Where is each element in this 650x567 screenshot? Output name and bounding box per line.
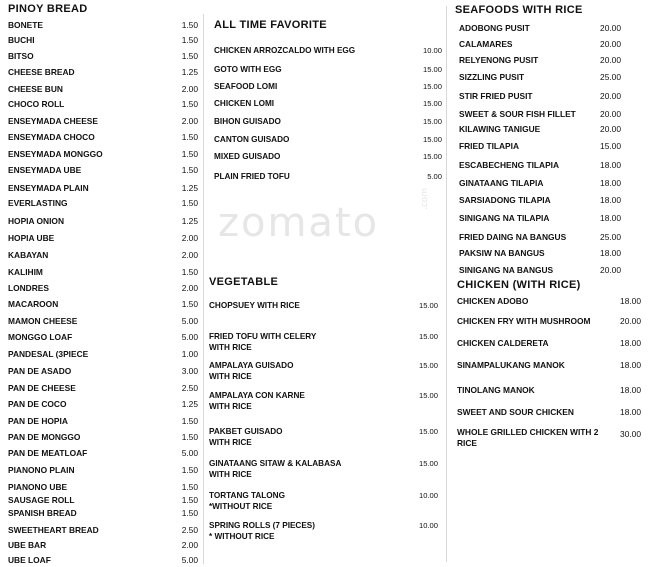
- menu-item-price: 1.50: [181, 465, 198, 475]
- menu-item-name: PAN DE CHEESE: [8, 383, 76, 393]
- menu-item-name: CHOPSUEY WITH RICE: [209, 301, 300, 310]
- menu-item-price: 1.25: [181, 67, 198, 77]
- menu-item-name: PAN DE HOPIA: [8, 416, 68, 426]
- menu-item-name: PAN DE MONGGO: [8, 432, 81, 442]
- menu-item-price: 15.00: [418, 459, 438, 468]
- menu-item-price: 2.00: [181, 250, 198, 260]
- menu-item-name: CHICKEN LOMI: [214, 99, 275, 108]
- menu-item-price: 15.00: [422, 117, 442, 126]
- menu-item-price: 5.00: [181, 448, 198, 458]
- menu-item-price: 15.00: [418, 361, 438, 370]
- menu-item-name: ESCABECHENG TILAPIA: [459, 160, 560, 170]
- menu-item-price: 20.00: [620, 316, 641, 326]
- menu-item-name: SWEETHEART BREAD: [8, 525, 99, 535]
- menu-item-price: 5.00: [181, 316, 198, 326]
- menu-item-name: TORTANG TALONG: [209, 491, 285, 500]
- menu-item-price: 1.50: [181, 132, 198, 142]
- menu-item-price: 20.00: [600, 265, 621, 275]
- menu-item-name: PAKBET GUISADO: [209, 427, 283, 436]
- menu-item-name: CHEESE BUN: [8, 84, 63, 94]
- menu-item-price: 1.50: [181, 416, 198, 426]
- menu-item-price: 2.00: [181, 84, 198, 94]
- menu-item-price: 20.00: [600, 91, 621, 101]
- menu-item-price: 15.00: [418, 332, 438, 341]
- menu-item-price: 15.00: [422, 135, 442, 144]
- divider-left: [203, 14, 204, 564]
- pinoy-bread-heading: PINOY BREAD: [8, 3, 88, 15]
- menu-item-price: 3.00: [181, 366, 198, 376]
- menu-item-name: GINATAANG TILAPIA: [459, 178, 544, 188]
- menu-item-name-line2: WITH RICE: [209, 372, 252, 381]
- menu-item-price: 20.00: [600, 39, 621, 49]
- menu-item-name: MIXED GUISADO: [214, 152, 281, 161]
- menu-item-price: 30.00: [620, 429, 641, 439]
- menu-item-name-line2: *WITHOUT RICE: [209, 502, 273, 511]
- menu-item-name: PAN DE ASADO: [8, 366, 72, 376]
- menu-item-price: 15.00: [418, 427, 438, 436]
- menu-item-name: KABAYAN: [8, 250, 49, 260]
- menu-item-name: BONETE: [8, 20, 43, 30]
- menu-item-price: 15.00: [422, 65, 442, 74]
- menu-item-price: 1.25: [181, 216, 198, 226]
- menu-item-name: SPRING ROLLS (7 PIECES): [209, 521, 315, 530]
- menu-item-name: BUCHI: [8, 35, 35, 45]
- menu-item-price: 1.50: [181, 299, 198, 309]
- menu-item-name: ENSEYMADA MONGGO: [8, 149, 103, 159]
- menu-item-name-line2: * WITHOUT RICE: [209, 532, 275, 541]
- menu-item-price: 2.50: [181, 383, 198, 393]
- menu-item-price: 1.50: [181, 165, 198, 175]
- all-time-favorite-heading: ALL TIME FAVORITE: [214, 19, 327, 31]
- menu-item-name: SARSIADONG TILAPIA: [459, 195, 551, 205]
- menu-item-price: 20.00: [600, 124, 621, 134]
- menu-item-price: 1.25: [181, 399, 198, 409]
- menu-item-name: SWEET & SOUR FISH FILLET: [459, 109, 576, 119]
- menu-item-price: 10.00: [418, 491, 438, 500]
- menu-item-name: EVERLASTING: [8, 198, 68, 208]
- menu-item-name: UBE BAR: [8, 540, 47, 550]
- menu-item-price: 1.50: [181, 149, 198, 159]
- menu-item-price: 2.00: [181, 283, 198, 293]
- watermark-suffix: .com: [420, 187, 430, 210]
- menu-item-name: SIZZLING PUSIT: [459, 72, 525, 82]
- menu-item-price: 18.00: [600, 178, 621, 188]
- menu-item-name: LONDRES: [8, 283, 49, 293]
- menu-item-price: 25.00: [600, 72, 621, 82]
- menu-item-name: MONGGO LOAF: [8, 332, 73, 342]
- chicken-heading: CHICKEN (WITH RICE): [457, 279, 581, 291]
- menu-item-price: 15.00: [422, 82, 442, 91]
- menu-item-name: GOTO WITH EGG: [214, 65, 282, 74]
- menu-item-name: ENSEYMADA PLAIN: [8, 183, 89, 193]
- menu-item-price: 1.50: [181, 482, 198, 492]
- menu-item-name: BIHON GUISADO: [214, 117, 281, 126]
- menu-item-name: PANDESAL (3PIECE: [8, 349, 89, 359]
- menu-item-name: ENSEYMADA CHEESE: [8, 116, 98, 126]
- menu-item-price: 18.00: [620, 407, 641, 417]
- menu-item-name: PAKSIW NA BANGUS: [459, 248, 545, 258]
- menu-item-name: FRIED TOFU WITH CELERY: [209, 332, 317, 341]
- menu-item-price: 20.00: [600, 23, 621, 33]
- menu-item-price: 5.00: [427, 172, 442, 181]
- menu-item-name: SPANISH BREAD: [8, 508, 77, 518]
- menu-item-name: GINATAANG SITAW & KALABASA: [209, 459, 342, 468]
- menu-item-price: 5.00: [181, 332, 198, 342]
- menu-item-name: PIANONO UBE: [8, 482, 68, 492]
- menu-item-name: ADOBONG PUSIT: [459, 23, 530, 33]
- menu-item-name: CANTON GUISADO: [214, 135, 290, 144]
- menu-item-price: 15.00: [418, 391, 438, 400]
- menu-item-price: 18.00: [600, 195, 621, 205]
- menu-item-price: 15.00: [600, 141, 621, 151]
- menu-item-price: 1.50: [181, 20, 198, 30]
- menu-item-price: 18.00: [600, 248, 621, 258]
- menu-item-price: 15.00: [422, 152, 442, 161]
- menu-item-price: 20.00: [600, 55, 621, 65]
- menu-item-name: BITSO: [8, 51, 34, 61]
- menu-item-price: 18.00: [620, 360, 641, 370]
- menu-item-name: RELYENONG PUSIT: [459, 55, 539, 65]
- menu-item-name: FRIED TILAPIA: [459, 141, 520, 151]
- menu-item-name: PLAIN FRIED TOFU: [214, 172, 290, 181]
- menu-item-name: CHICKEN CALDERETA: [457, 338, 549, 348]
- menu-item-price: 2.00: [181, 540, 198, 550]
- menu-item-price: 1.00: [181, 349, 198, 359]
- menu-item-name: CHICKEN ARROZCALDO WITH EGG: [214, 46, 356, 55]
- menu-item-price: 18.00: [600, 213, 621, 223]
- menu-item-price: 15.00: [422, 99, 442, 108]
- menu-item-price: 1.50: [181, 198, 198, 208]
- menu-item-name: HOPIA UBE: [8, 233, 55, 243]
- menu-item-price: 1.50: [181, 495, 198, 505]
- menu-item-name: SWEET AND SOUR CHICKEN: [457, 407, 574, 417]
- menu-item-name: CHEESE BREAD: [8, 67, 75, 77]
- menu-item-price: 5.00: [181, 555, 198, 565]
- menu-item-price: 2.00: [181, 116, 198, 126]
- menu-item-price: 25.00: [600, 232, 621, 242]
- menu-item-price: 20.00: [600, 109, 621, 119]
- menu-item-name: HOPIA ONION: [8, 216, 64, 226]
- menu-item-price: 18.00: [600, 160, 621, 170]
- menu-item-name-line2: WITH RICE: [209, 438, 252, 447]
- menu-item-name: CHOCO ROLL: [8, 99, 65, 109]
- menu-item-price: 1.50: [181, 432, 198, 442]
- menu-item-name: SINIGANG NA TILAPIA: [459, 213, 550, 223]
- menu-item-name: MAMON CHEESE: [8, 316, 78, 326]
- menu-item-name: TINOLANG MANOK: [457, 385, 535, 395]
- menu-item-name: FRIED DAING NA BANGUS: [459, 232, 567, 242]
- menu-item-price: 1.25: [181, 183, 198, 193]
- menu-item-name-line2: WITH RICE: [209, 402, 252, 411]
- menu-item-name: ENSEYMADA UBE: [8, 165, 82, 175]
- menu-item-price: 18.00: [620, 385, 641, 395]
- menu-item-price: 10.00: [418, 521, 438, 530]
- menu-item-name: STIR FRIED PUSIT: [459, 91, 533, 101]
- menu-item-name: CHICKEN ADOBO: [457, 296, 529, 306]
- menu-item-price: 18.00: [620, 296, 641, 306]
- menu-item-name: SEAFOOD LOMI: [214, 82, 278, 91]
- menu-item-name-line2: RICE: [457, 438, 478, 448]
- menu-item-name-line2: WITH RICE: [209, 470, 252, 479]
- menu-item-name: CHICKEN FRY WITH MUSHROOM: [457, 316, 591, 326]
- menu-item-name: WHOLE GRILLED CHICKEN WITH 2: [457, 427, 599, 437]
- menu-item-name: SINAMPALUKANG MANOK: [457, 360, 565, 370]
- menu-item-name: SINIGANG NA BANGUS: [459, 265, 554, 275]
- menu-item-price: 1.50: [181, 267, 198, 277]
- menu-item-name: AMPALAYA GUISADO: [209, 361, 294, 370]
- menu-item-name-line2: WITH RICE: [209, 343, 252, 352]
- menu-item-name: KILAWING TANIGUE: [459, 124, 541, 134]
- menu-item-name: CALAMARES: [459, 39, 513, 49]
- menu-item-price: 1.50: [181, 99, 198, 109]
- divider-right: [446, 6, 447, 562]
- menu-item-name: PAN DE COCO: [8, 399, 67, 409]
- menu-item-price: 10.00: [422, 46, 442, 55]
- menu-item-price: 1.50: [181, 508, 198, 518]
- seafoods-heading: SEAFOODS WITH RICE: [455, 4, 583, 16]
- menu-item-name: KALIHIM: [8, 267, 43, 277]
- menu-item-name: ENSEYMADA CHOCO: [8, 132, 95, 142]
- menu-item-name: AMPALAYA CON KARNE: [209, 391, 305, 400]
- vegetable-heading: VEGETABLE: [209, 276, 279, 288]
- menu-item-name: UBE LOAF: [8, 555, 51, 565]
- menu-item-name: PIANONO PLAIN: [8, 465, 75, 475]
- menu-item-price: 15.00: [418, 301, 438, 310]
- menu-item-price: 18.00: [620, 338, 641, 348]
- menu-item-name: PAN DE MEATLOAF: [8, 448, 88, 458]
- menu-item-name: MACAROON: [8, 299, 59, 309]
- menu-item-price: 2.00: [181, 233, 198, 243]
- watermark: zomato: [218, 200, 380, 246]
- menu-item-name: SAUSAGE ROLL: [8, 495, 75, 505]
- menu-item-price: 2.50: [181, 525, 198, 535]
- menu-item-price: 1.50: [181, 51, 198, 61]
- menu-item-price: 1.50: [181, 35, 198, 45]
